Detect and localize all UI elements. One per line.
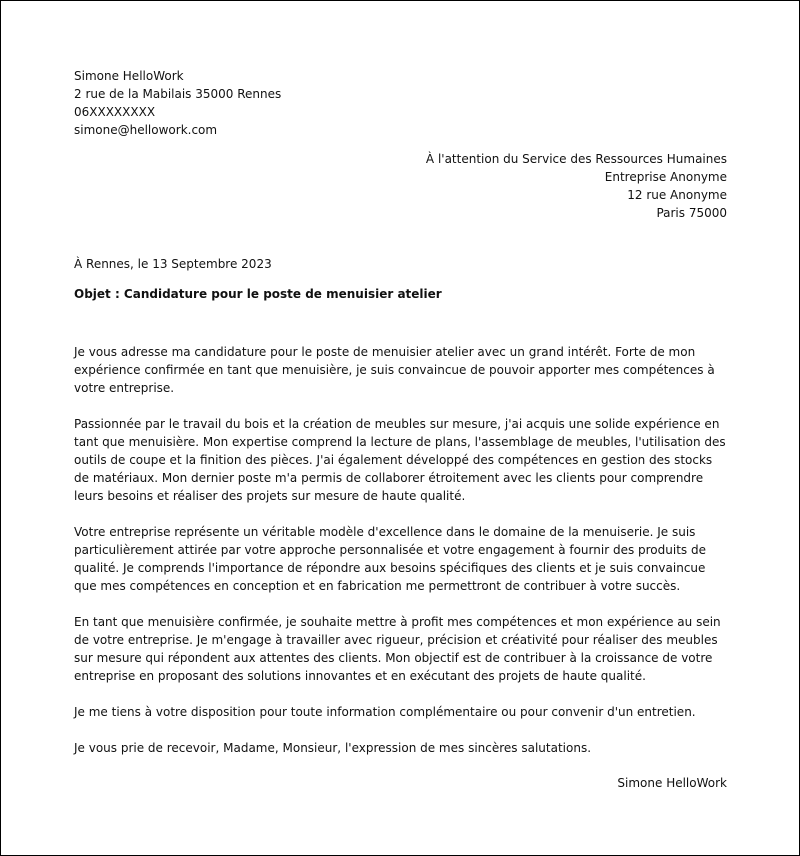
recipient-block — [426, 150, 727, 222]
letter-body — [74, 343, 730, 775]
sender-address: 2 rue de la Mabilais 35000 Rennes — [74, 87, 282, 101]
body-paragraph: Je vous adresse ma candidature pour le poste de menuisier atelier avec un grand intérêt. Forte de mon expérience confirmée en tant que menuisière, je suis convaincue de pouvoir apporter mes compétences à votre entreprise. — [74, 345, 715, 395]
recipient-company: Entreprise Anonyme — [604, 170, 727, 184]
recipient-city: Paris 75000 — [656, 206, 727, 220]
closing-paragraph: Je vous prie de recevoir, Madame, Monsieur, l'expression de mes sincères salutations. — [74, 741, 592, 755]
sender-name: Simone HelloWork — [74, 69, 184, 83]
letter-subject: Objet : Candidature pour le poste de menuisier atelier — [74, 287, 442, 301]
recipient-attention: À l'attention du Service des Ressources Humaines — [425, 152, 727, 166]
body-paragraph: En tant que menuisière confirmée, je souhaite mettre à profit mes compétences et mon expérience au sein de votre entreprise. Je m'engage à travailler avec rigueur, précision et créativité pour réaliser des meubles sur mesure qui répondent aux attentes des clients. Mon objectif est de contribuer à la croissance de votre entreprise en proposant des solutions innovantes et en exécutant des projets de haute qualité. — [74, 615, 721, 683]
sender-phone: 06XXXXXXXX — [74, 105, 156, 119]
sender-email: simone@hellowork.com — [74, 123, 218, 137]
body-paragraph: Je me tiens à votre disposition pour toute information complémentaire ou pour convenir d'un entretien. — [74, 705, 696, 719]
signature: Simone HelloWork — [617, 776, 727, 790]
sender-block — [74, 67, 281, 139]
recipient-street: 12 rue Anonyme — [627, 188, 727, 202]
body-paragraph: Votre entreprise représente un véritable modèle d'excellence dans le domaine de la menuiserie. Je suis particulièrement attirée par votre approche personnalisée et votre engagement à fournir des produits de qualité. Je comprends l'importance de répondre aux besoins spécifiques des clients et je suis convaincue que mes compétences en conception et en fabrication me permettront de contribuer à votre succès. — [74, 525, 706, 593]
body-paragraph: Passionnée par le travail du bois et la création de meubles sur mesure, j'ai acquis une solide expérience en tant que menuisière. Mon expertise comprend la lecture de plans, l'assemblage de meubles, l'utilisation des outils de coupe et la finition des pièces. J'ai également développé des compétences en gestion des stocks de matériaux. Mon dernier poste m'a permis de collaborer étroitement avec les clients pour comprendre leurs besoins et réaliser des projets sur mesure de haute qualité. — [74, 417, 726, 503]
letter-date: À Rennes, le 13 Septembre 2023 — [74, 257, 272, 271]
